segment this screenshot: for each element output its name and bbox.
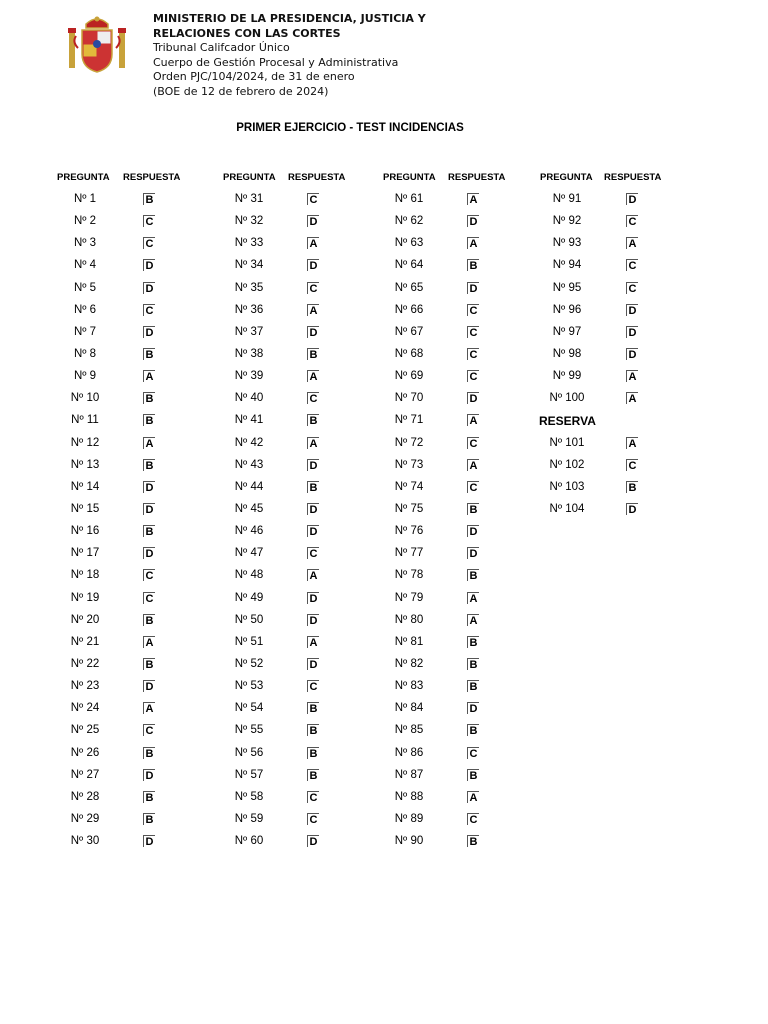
question-number: Nº 54 [234,702,264,715]
answer-letter: A [626,437,638,449]
answer-letter: A [467,614,479,626]
answer-letter: B [143,658,155,670]
answer-letter: B [143,414,155,426]
document-header [68,12,468,104]
answer-letter: B [143,813,155,825]
answer-letter: B [467,769,479,781]
question-number: Nº 23 [70,680,100,693]
answer-letter: C [626,259,638,271]
question-number: Nº 99 [552,370,582,383]
answer-letter: A [307,437,319,449]
question-number: Nº 51 [234,635,264,648]
answer-letter: A [467,791,479,803]
answer-letter: B [307,747,319,759]
answer-letter: D [143,259,155,271]
question-number: Nº 102 [549,458,585,471]
answer-letter: D [143,680,155,692]
question-number: Nº 96 [552,303,582,316]
question-number: Nº 52 [234,657,264,670]
answer-letter: B [143,348,155,360]
answer-letter: D [307,658,319,670]
question-number: Nº 55 [234,724,264,737]
answer-letter: B [467,680,479,692]
answer-letter: B [143,392,155,404]
pregunta-header: PREGUNTA [57,172,110,183]
answer-letter: D [307,459,319,471]
answer-letter: C [307,680,319,692]
answer-letter: A [307,370,319,382]
question-number: Nº 104 [549,502,585,515]
answer-letter: B [143,747,155,759]
ministry-line-1: MINISTERIO DE LA PRESIDENCIA, JUSTICIA Y [153,12,426,25]
question-number: Nº 74 [394,480,424,493]
answer-letter: C [143,724,155,736]
question-number: Nº 66 [394,303,424,316]
answer-letter: C [143,569,155,581]
question-number: Nº 100 [549,392,585,405]
answer-letter: C [307,282,319,294]
question-number: Nº 13 [70,458,100,471]
answer-letter: B [467,569,479,581]
question-number: Nº 8 [73,347,97,360]
boe-line: (BOE de 12 de febrero de 2024) [153,84,329,98]
question-number: Nº 64 [394,259,424,272]
answer-letter: D [467,392,479,404]
answer-letter: C [467,481,479,493]
question-number: Nº 12 [70,436,100,449]
question-number: Nº 34 [234,259,264,272]
answer-letter: A [307,636,319,648]
question-number: Nº 101 [549,436,585,449]
question-number: Nº 85 [394,724,424,737]
answer-letter: D [143,835,155,847]
answer-letter: D [143,326,155,338]
answer-letter: A [626,237,638,249]
reserva-heading: RESERVA [539,414,596,429]
question-number: Nº 95 [552,281,582,294]
answer-letter: D [307,259,319,271]
answer-letter: C [143,304,155,316]
question-number: Nº 30 [70,835,100,848]
question-number: Nº 45 [234,502,264,515]
question-number: Nº 65 [394,281,424,294]
answer-letter: D [626,326,638,338]
answer-letter: C [307,813,319,825]
answer-letter: C [467,304,479,316]
answer-letter: D [626,304,638,316]
question-number: Nº 98 [552,347,582,360]
answer-letter: C [307,193,319,205]
answer-letter: A [143,370,155,382]
answer-letter: C [467,813,479,825]
tribunal-line: Tribunal Califcador Único [153,41,290,54]
question-number: Nº 84 [394,702,424,715]
question-number: Nº 27 [70,768,100,781]
respuesta-header: RESPUESTA [123,172,181,183]
answer-letter: A [467,414,479,426]
question-number: Nº 1 [73,193,97,205]
answer-letter: B [307,348,319,360]
question-number: Nº 60 [234,835,264,848]
question-number: Nº 14 [70,480,100,493]
answer-letter: D [307,525,319,537]
answer-letter: B [143,525,155,537]
question-number: Nº 21 [70,635,100,648]
answer-letter: C [626,459,638,471]
answer-letter: A [307,304,319,316]
answer-letter: C [143,215,155,227]
question-number: Nº 89 [394,812,424,825]
question-number: Nº 49 [234,591,264,604]
question-number: Nº 80 [394,613,424,626]
question-number: Nº 5 [73,281,97,294]
answer-letter: C [307,547,319,559]
answer-letter: A [626,370,638,382]
answer-letter: A [307,237,319,249]
answer-letter: B [467,636,479,648]
answer-letter: D [467,215,479,227]
answer-letter: B [143,791,155,803]
answer-letter: A [467,237,479,249]
question-number: Nº 17 [70,547,100,560]
answer-letter: D [307,592,319,604]
pregunta-header: PREGUNTA [383,172,436,183]
answer-letter: D [467,547,479,559]
question-number: Nº 32 [234,215,264,228]
answer-letter: B [467,658,479,670]
question-number: Nº 42 [234,436,264,449]
answer-letter: A [467,459,479,471]
question-number: Nº 68 [394,347,424,360]
answer-letter: C [307,791,319,803]
answer-letter: D [307,326,319,338]
cuerpo-line: Cuerpo de Gestión Procesal y Administrativa [153,55,399,69]
question-number: Nº 70 [394,392,424,405]
answer-letter: D [143,282,155,294]
question-number: Nº 72 [394,436,424,449]
question-number: Nº 3 [73,237,97,250]
question-number: Nº 37 [234,325,264,338]
page-title: PRIMER EJERCICIO - TEST INCIDENCIAS [236,122,464,134]
answer-letter: B [307,724,319,736]
question-number: Nº 35 [234,281,264,294]
question-number: Nº 93 [552,237,582,250]
answer-letter: B [307,702,319,714]
question-number: Nº 26 [70,746,100,759]
question-number: Nº 22 [70,657,100,670]
answer-letter: B [307,769,319,781]
respuesta-header: RESPUESTA [604,172,662,183]
question-number: Nº 11 [71,414,99,427]
question-number: Nº 57 [234,768,264,781]
answer-letter: C [626,282,638,294]
question-number: Nº 88 [394,790,424,803]
question-number: Nº 24 [70,702,100,715]
question-number: Nº 10 [70,392,100,405]
question-number: Nº 4 [73,259,97,272]
pregunta-header: PREGUNTA [223,172,276,183]
answer-letter: B [467,835,479,847]
answer-letter: D [467,525,479,537]
question-number: Nº 71 [394,414,424,427]
question-number: Nº 56 [234,746,264,759]
question-number: Nº 31 [234,193,264,205]
question-number: Nº 92 [552,215,582,228]
answer-letter: C [467,326,479,338]
question-number: Nº 18 [70,569,100,582]
answer-letter: C [467,348,479,360]
answer-letter: D [307,215,319,227]
answer-letter: D [143,481,155,493]
question-number: Nº 47 [234,547,264,560]
answer-letter: A [307,569,319,581]
question-number: Nº 39 [234,370,264,383]
answer-letter: A [143,636,155,648]
question-number: Nº 44 [234,480,264,493]
answer-letter: B [626,481,638,493]
question-number: Nº 33 [234,237,264,250]
question-number: Nº 25 [70,724,100,737]
answer-letter: B [467,259,479,271]
answer-letter: D [307,614,319,626]
question-number: Nº 91 [552,193,582,205]
question-number: Nº 82 [394,657,424,670]
question-number: Nº 81 [394,635,424,648]
answer-letter: C [467,437,479,449]
question-number: Nº 48 [234,569,264,582]
header-text [153,12,426,99]
answer-letter: A [467,592,479,604]
answer-letter: B [467,503,479,515]
answer-letter: B [307,481,319,493]
question-number: Nº 41 [234,414,264,427]
question-number: Nº 36 [234,303,264,316]
question-number: Nº 9 [73,370,97,383]
question-number: Nº 63 [394,237,424,250]
question-number: Nº 87 [394,768,424,781]
question-number: Nº 2 [73,215,97,228]
question-number: Nº 94 [552,259,582,272]
answer-letter: D [626,348,638,360]
question-number: Nº 90 [394,835,424,848]
answer-letter: D [467,702,479,714]
respuesta-header: RESPUESTA [288,172,346,183]
answer-letter: A [467,193,479,205]
answer-letter: A [626,392,638,404]
question-number: Nº 97 [552,325,582,338]
answer-letter: A [143,702,155,714]
answer-letter: B [143,614,155,626]
question-number: Nº 43 [234,458,264,471]
answer-letter: B [467,724,479,736]
question-number: Nº 75 [394,502,424,515]
question-number: Nº 86 [394,746,424,759]
pregunta-header: PREGUNTA [540,172,593,183]
answer-letter: D [307,835,319,847]
question-number: Nº 19 [70,591,100,604]
question-number: Nº 59 [234,812,264,825]
question-number: Nº 103 [549,480,585,493]
answer-letter: D [626,193,638,205]
answer-letter: D [143,547,155,559]
answer-letter: D [626,503,638,515]
answer-letter: C [467,747,479,759]
question-number: Nº 7 [73,325,97,338]
answer-letter: D [143,769,155,781]
question-number: Nº 38 [234,347,264,360]
answer-letter: A [143,437,155,449]
question-number: Nº 77 [394,547,424,560]
answer-letter: C [307,392,319,404]
answer-letter: C [143,237,155,249]
answer-letter: C [626,215,638,227]
respuesta-header: RESPUESTA [448,172,506,183]
question-number: Nº 29 [70,812,100,825]
question-number: Nº 78 [394,569,424,582]
question-number: Nº 76 [394,525,424,538]
orden-line: Orden PJC/104/2024, de 31 de enero [153,70,355,83]
question-number: Nº 40 [234,392,264,405]
question-number: Nº 69 [394,370,424,383]
question-number: Nº 73 [394,458,424,471]
answer-letter: D [143,503,155,515]
question-number: Nº 46 [234,525,264,538]
answer-letter: D [307,503,319,515]
question-number: Nº 61 [394,193,424,205]
question-number: Nº 20 [70,613,100,626]
answer-letter: D [467,282,479,294]
answer-letter: B [307,414,319,426]
question-number: Nº 83 [394,680,424,693]
question-number: Nº 50 [234,613,264,626]
question-number: Nº 28 [70,790,100,803]
ministry-line-2: RELACIONES CON LAS CORTES [153,26,341,40]
spanish-coat-of-arms-icon [68,14,126,74]
question-number: Nº 53 [234,680,264,693]
answer-letter: C [467,370,479,382]
question-number: Nº 15 [70,502,100,515]
question-number: Nº 62 [394,215,424,228]
question-number: Nº 6 [73,303,97,316]
answer-letter: B [143,193,155,205]
question-number: Nº 67 [394,325,424,338]
question-number: Nº 79 [394,591,424,604]
answer-letter: B [143,459,155,471]
question-number: Nº 58 [234,790,264,803]
question-number: Nº 16 [70,525,100,538]
answer-letter: C [143,592,155,604]
